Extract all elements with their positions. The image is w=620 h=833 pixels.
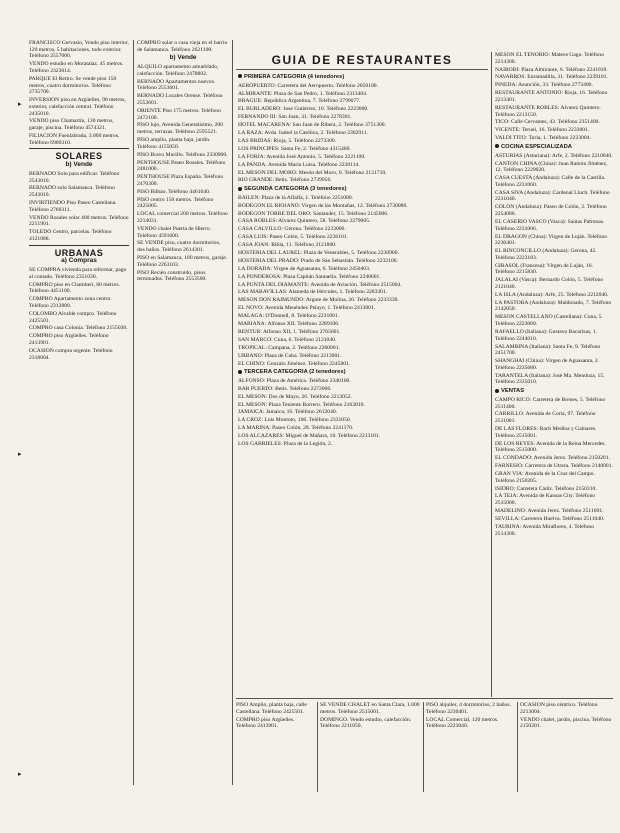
bullet-icon [238,187,242,191]
listing: ALQUILO apartamento amueblado, calefacción. Teléfono 2478802. [137,64,219,77]
restaurant-entry: CAMPO RICO: Carretera de Brenes, 5. Teléfono 2511400. [495,396,606,410]
restaurant-entry: RIO GRANDE: Betis. Teléfono 2739956. [238,177,332,184]
listing: PISO alquiler, 4 dormitorios, 2 baños. Teléfono 2230401. [426,702,511,715]
restaurant-entry: GIRASOL (Francesa): Virgen de Luján, 16. Teléfono 2215830. [495,262,593,276]
restaurant-entry: MESON EL TENORIO: Mateos Gago. Teléfono 2214300. [495,52,604,65]
listing: PENTHOUSE Plaza España. Teléfono 2470300. [137,174,224,187]
subsection-title: b) Vende [169,54,197,62]
restaurant-entry: DE LOS REYES: Avenida de la Reina Mercedes. Teléfono 2515000. [495,440,606,454]
restaurant-entry: BAR PUERTO: Betis. Teléfono 2272066. [238,385,332,392]
restaurant-entry: CASA LUIS: Paseo Colón, 5. Teléfono 2236101. [238,234,348,241]
restaurant-entry: RESTAURANTE ANTONIO: Rioja, 16. Teléfono 2213401. [495,90,608,103]
restaurant-entry: COLON (Andaluza): Paseo de Colón, 2. Teléfono 2254080. [495,204,607,218]
listing: OCASION piso céntrico. Teléfono 2213004. [520,702,598,715]
restaurant-entry: FARNESIO: Carretera de Utrera. Teléfono 2140001. [495,463,613,470]
listing: BERNADO Solo para edificar. Teléfono 2543010. [29,170,120,184]
restaurant-entry: EL MESON DEL MORO: Mesón del Moro, 6. Teléfono 2131710. [238,169,387,176]
listing: VENDO chalet Puerta de Hierro. Teléfono 4591600. [137,225,212,239]
restaurant-entry: MALAGA: O'Donnell, 8. Teléfono 2231001. [238,313,340,320]
listing: COMPRO casa Colonia. Teléfono 2155030. [29,325,128,332]
listing: LOCAL Comercial, 120 metros. Teléfono 2223040. [426,716,499,730]
restaurant-entry: LOS PRINCIPES: Santa Fe, 2. Teléfono 4315400. [238,145,351,152]
divider [29,148,129,149]
restaurant-entry: EL RINCONCILLO (Andaluza): Gerona, 42. Teléfono 2223183. [495,248,597,261]
bottom-classifieds-4 [520,702,613,792]
bottom-classifieds-1 [236,702,314,792]
restaurant-entry: EL MESON: Dos de Mayo, 26. Teléfono 2213052. [238,393,352,400]
listing: COMPRO piso Argüelles. Teléfono 2413901. [29,333,109,347]
guide-column-right [495,52,613,697]
bullet-icon [238,74,242,78]
scan-mark-icon: ▸ [18,100,22,108]
listing: BERNADO solo Salamanca. Teléfono 2543010. [29,185,115,199]
listing: COMPRO piso en Chamberí, 80 metros. Teléfono 4451100. [29,281,120,295]
restaurant-entry: LA ISLA (Andaluza): Arfe, 25. Teléfono 2212040. [495,291,609,298]
listing: OCASION compra urgente. Teléfono 2318004. [29,347,113,361]
scan-mark-icon: ▸ [18,770,22,778]
listing: ORIENTE Piso 175 metros. Teléfono 2472100. [137,107,221,121]
restaurant-entry: BODEGON TORRE DEL ORO: Santander, 15. Teléfono 2145006. [238,210,389,217]
listing: INVERSION piso en Argüelles, 90 metros, exterior, calefacción central. Teléfono 2435010. [29,97,126,117]
restaurant-entry: MESON CASTELLANO (Castellana): Cuna, 5. Teléfono 2223060. [495,314,603,328]
restaurant-entry: JALALAI (Vasca): Bernardo Colón, 5. Teléfono 2121040. [495,277,604,290]
listing: PISO Recién construido, pisos terminados. Teléfono 2553500. [137,269,207,283]
restaurant-entry: MESON DON RAIMUNDO: Argote de Molina, 26. Teléfono 2233330. [238,297,399,304]
listing: PISO Amplio, planta baja, calle Castellana. Teléfono 2425501. [236,702,307,715]
listing: PARQUE El Retiro. Se vende piso 150 metros, cuatro dormitorios. Teléfono 2735700. [29,75,117,96]
listing: COMPRO Apartamento zona centro. Teléfono 2312800. [29,296,112,309]
restaurant-entry: CASA ROBLES: Alvarez Quintero, 58. Teléfono 2279005. [238,218,371,225]
restaurant-entry: HOSTERIA DEL PRADO: Prado de San Sebastián. Teléfono 2232100. [238,257,398,264]
listing: PISO Bravo Murillo. Teléfono 2330900. [137,151,228,158]
guide-title-rule [236,69,488,70]
restaurant-entry: RESTAURANTE ROBLES: Alvarez Quintero. Teléfono 2213150. [495,104,601,118]
listing: BERNADO Apartamentos nuevos. Teléfono 2553601. [137,78,216,92]
guide-title: GUIA DE RESTAURANTES [271,53,453,67]
restaurant-entry: MADELINO: Avenida Jerez. Teléfono 2511001. [495,508,604,515]
restaurant-entry: SAN MARCO: Cuna, 6. Teléfono 2121040. [238,336,337,343]
column-2 [137,40,229,785]
scan-mark-icon: ▸ [18,450,22,458]
restaurant-entry: LA PASTORA (Andaluza): Maldonado, 7. Teléfono 2142050. [495,299,612,313]
column-divider [517,702,518,792]
restaurant-entry: VALDI TITO: Turia, 1. Teléfono 2223004. [495,135,591,142]
restaurant-entry: BODEGON EL RIOJANO: Virgen de las Montañas, 12. Teléfono 2730080. [238,202,408,209]
restaurant-entry: DE LAS FLORES: Bach Medina y Galnares. Teléfono 2515001. [495,426,597,439]
listing: COMPRO piso Argüelles. Teléfono 2413901. [236,716,295,730]
bottom-classifieds-2 [320,702,420,792]
restaurant-entry: RAFAELLO (Italiana): Gustavo Bacarisas, 1. Teléfono 2244010. [495,328,598,342]
restaurant-entry: LOS GABRIELES: Plaza de la Legión, 2. [238,441,333,448]
restaurant-entry: LA PONDEROSA: Plaza Capitán Santaella. Teléfono 2240601. [238,273,381,280]
restaurant-entry: CASA CALVILLO: Gerona. Teléfono 2233006. [238,226,346,233]
restaurant-entry: NAVARROS: Enramadilla, 31. Teléfono 2239101. [495,74,608,81]
listing: PISO en Salamanca, 180 metros, garaje. Teléfono 2263103. [137,255,228,268]
restaurant-entry: LA DORADA: Virgen de Aguasanta, 6. Teléfono 2450403. [238,265,371,272]
listing: FILIACION Fuenlabrada, 3.000 metros. Teléfono 6900310. [29,133,120,146]
column-divider [133,40,134,785]
restaurant-entry: NAIROBI: Plaza Almirante, 6. Teléfono 2241018. [495,66,608,73]
category-heading: VENTAS [495,388,613,395]
guide-bottom-rule [236,698,613,699]
restaurant-entry: EL DRAGON (China): Virgen de Luján. Teléfono 2230401. [495,233,608,247]
subsection-title: a) Compras [61,257,97,265]
listing: VENDO chalet, jardín, piscina. Teléfono 2150201. [520,716,612,730]
restaurant-entry: TICO: Calle Cervantes, 43. Teléfono 2351400. [495,119,600,126]
restaurant-entry: ALFONSO: Plaza de América. Teléfono 2340100. [238,377,351,384]
restaurant-entry: LAS MARAVILLAS: Alameda de Hércules, 1. Teléfono 2283301. [238,289,388,296]
restaurant-entry: HOSTERIA DEL LAUREL: Plaza de Venerables, 5. Teléfono 2230900. [238,250,399,257]
listing: BERNADO Locales Orense. Teléfono 2553601. [137,93,223,106]
restaurant-entry: TROPICAL: Campana, 2. Teléfono 2260001. [238,344,340,351]
restaurant-entry: SALAMBINA (Italiana): Santa Fe, 9. Teléfono 2451700. [495,343,601,357]
bullet-icon [238,370,242,374]
restaurant-entry: LAS BRIDAS: Rioja, 5. Teléfono 2273300. [238,137,337,144]
listing: TOLEDO Centro, parcelas. Teléfono 4121088. [29,229,112,242]
listing: SE VENDE CHALET en Santa Clara, 1.000 metros. Teléfono 2515001. [320,702,420,715]
listing: VENDO Rosales solar 400 metros. Teléfono 2251901. [29,214,129,228]
restaurant-entry: EL BURLADERO: José Gutiérrez, 10. Teléfono 2223000. [238,106,369,113]
bottom-classifieds-3 [426,702,514,792]
restaurant-entry: EL MESON: Plaza Teniente Borrero. Teléfono 2163010. [238,401,365,408]
subsection-title: b) Vende [65,161,93,169]
listing: DOMINGO. Vendo estudio, calefacción. Teléfono 2211050. [320,716,412,730]
bullet-icon [495,144,499,148]
listing: PISO Bilbao. Teléfono 4461040. [137,188,211,195]
category-heading: PRIMERA CATEGORIA (4 tenedores) [238,74,488,81]
restaurant-entry: TAURINA: Avenida Miraflores, 4. Teléfono 2514300. [495,523,594,537]
restaurant-entry: BRAGUE: República Argentina, 7. Teléfono 2799077. [238,98,361,105]
listing: LOCAL comercial 200 metros. Teléfono 2214031. [137,211,228,224]
restaurant-entry: TARANTELA (Italiana): José Ma. Mendoza, 15. Teléfono 2335010. [495,372,605,386]
restaurant-entry: ALMIRANTE: Plaza de San Pedro, 1. Teléfono 2313404. [238,90,368,97]
restaurant-entry: MARIANA: Alfonso XII. Teléfono 2289106. [238,321,340,328]
guide-column-divider [491,52,492,697]
restaurant-entry: ASTURIAS (Asturiana): Arfe, 2. Teléfono 2210040. [495,152,613,159]
restaurant-entry: SHANGHAI (China): Virgen de Aguasanta, 2. Teléfono 2235680. [495,358,600,371]
restaurant-entry: EL CASERIO VASCO (Vasca): Santas Patronas. Teléfono 2231006. [495,218,605,232]
restaurant-entry: LA CROZ: Luis Montoto, 106. Teléfono 2331050. [238,417,352,424]
section-title-urbanas: URBANAS [54,247,104,258]
restaurant-entry: JAMAICA: Jamaica, 16. Teléfono 2612040. [238,409,338,416]
column-divider [317,702,318,792]
column-divider [423,702,424,792]
section-title-solares: SOLARES [55,151,103,162]
restaurant-entry: EL NOVO: Avenida Menéndez Pelayo, 1. Teléfono 2413001. [238,305,376,312]
category-heading: SEGUNDA CATEGORIA (3 tenedores) [238,186,488,193]
restaurant-entry: AEROPUERTO: Carretera del Aeropuerto. Teléfono 2050100. [238,82,378,89]
restaurant-entry: CANTON CHINA (China): Juan Ramón Jiménez, 12. Teléfono 2229020. [495,160,608,174]
bullet-icon [495,389,499,393]
listing: COMPRO solar o casa vieja en el barrio de Salamanca. Teléfono 2621100. [137,40,228,53]
column-divider [232,40,233,785]
restaurant-entry: CARRILLO: Avenida de Coria, 97. Teléfono 2511001. [495,411,596,425]
listing: PISO centro 150 metros. Teléfono 2425005. [137,196,214,210]
restaurant-entry: LA RAZA: Avda. Isabel la Católica, 2. Teléfono 2382911. [238,130,368,137]
restaurant-entry: SEVILLA: Carretera Huelva. Teléfono 2511040. [495,515,605,522]
listing: FRANCISCO Gervasio, Vendo piso interior, 120 metros, 5 habitaciones, todo exterior. Teléfono 2557000. [29,40,129,60]
restaurant-entry: BAILEN: Plaza de la Alfalfa, 1. Teléfono 2251080. [238,194,354,201]
listing: SE COMPRA vivienda para reformar, pago al contado. Teléfono 2351030. [29,267,127,280]
column-1 [29,40,129,785]
guide-column-left [238,72,488,697]
restaurant-entry: LOS ALCAZARES: Miguel de Mañara, 10. Teléfono 2213101. [238,433,381,440]
restaurant-entry: GRAN VIA: Avenida de la Cruz del Campo. Teléfono 2150205. [495,471,595,484]
restaurant-entry: LA MARINA: Paseo Colón, 28. Teléfono 2241170. [238,425,354,432]
restaurant-entry: CASA CUESTA (Andaluza): Calle de la Castilla. Teléfono 2231060. [495,175,606,188]
restaurant-entry: EL CONDADO: Avenida Jerez. Teléfono 2150201. [495,455,610,462]
restaurant-entry: EL CHINO: Gonzalo Jiménez. Teléfono 2245001. [238,360,351,367]
listing: VENDO estudio en Moratalaz. 45 metros. Teléfono 2323014. [29,61,124,74]
restaurant-entry: HOTEL MACARENA: San Juan de Ribera, 2. Teléfono 3751300. [238,122,386,129]
listing: VENDO piso Chamartín, 130 metros, garaje, piscina. Teléfono 4574321. [29,118,114,132]
restaurant-entry: LA TEJA: Avenida de Kansas City. Teléfono 2515000. [495,493,596,507]
listing: PENTHOUSE Paseo Rosales. Teléfono 2481000. [137,159,226,173]
category-heading: TERCERA CATEGORIA (2 tenedores) [238,369,488,376]
divider [29,245,129,246]
restaurant-entry: RENTUR: Alfonso XII, 1. Teléfono 2765601. [238,328,341,335]
restaurant-entry: CASA SIVA (Andaluza): Cardenal Lluch. Teléfono 2231040. [495,189,610,203]
listing: COLOMBO Alcalde compro. Teléfono 2425501. [29,310,117,324]
restaurant-entry: LA FORJA: Avenida José Antonio, 5. Teléfono 2221100. [238,153,366,160]
restaurant-entry: PINEDA: Asunción, 33. Teléfono 2773400. [495,82,593,89]
listing: SE VENDE piso, cuatro dormitorios, dos baños. Teléfono 2614301. [137,240,221,254]
restaurant-entry: CASA JOAN: Ribla, 11. Teléfono 2121800. [238,242,337,249]
restaurant-entry: ISIDRO: Carretera Cádiz. Teléfono 2150310. [495,485,597,492]
restaurant-entry: LA PUNTA DEL DIAMANTE: Avenida de Aviación. Teléfono 2515004. [238,281,402,288]
restaurant-entry: FERNANDO III: San Juan, 31. Teléfono 2278301. [238,114,352,121]
restaurant-entry: LA PANDA: Avenida María Luisa. Teléfono 2230114. [238,161,360,168]
restaurant-entry: VICENTE: Teruel, 16. Teléfono 2233001. [495,127,590,134]
listing: PISO lujo, Avenida Generalísimo, 200 metros, terrazas. Teléfono 2595521. [137,122,223,136]
listing: PISO amplio, planta baja, jardín. Teléfono 4155050. [137,137,211,150]
category-heading: COCINA ESPECIALIZADA [495,144,613,151]
listing: INVIRTIENDO Piso Paseo Castellana. Teléfono 2760311. [29,200,117,213]
restaurant-entry: URBANO: Plaza de Cuba. Teléfono 2213001. [238,352,342,359]
